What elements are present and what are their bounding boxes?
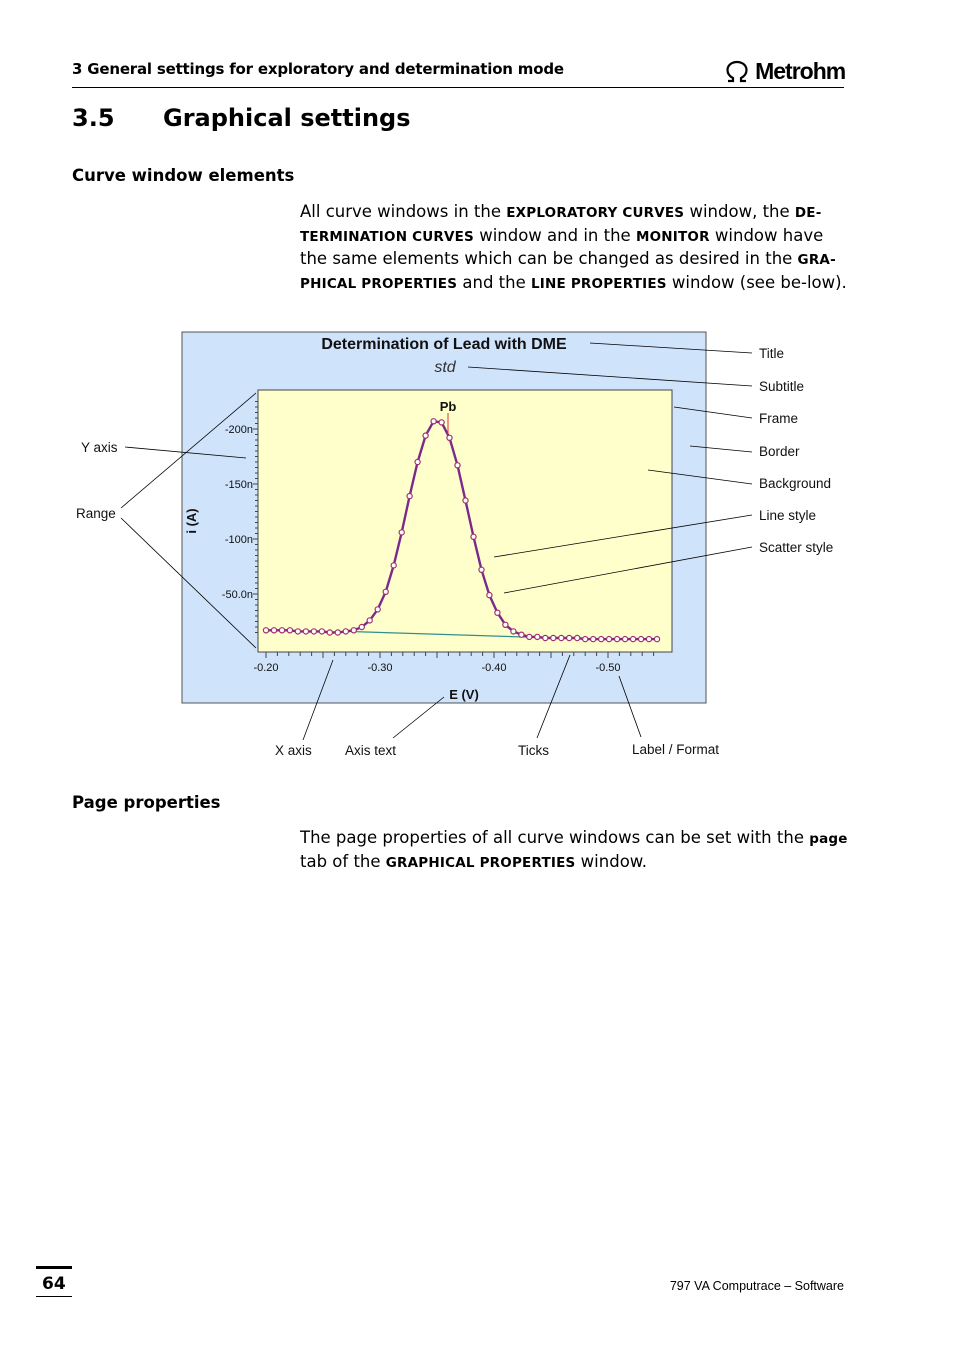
callout-line-style: Line style [759,508,817,523]
callout-background: Background [759,476,832,491]
scatter-point [351,628,356,633]
x-tick-label: -0.40 [481,662,507,674]
paragraph-page-properties [300,827,850,874]
scatter-point [423,433,428,438]
y-tick-label: -50.0n [221,589,253,601]
ui-term: LINE PROPERTIES [530,275,667,292]
x-tick-label: -0.20 [253,662,279,674]
para-text: The page properties of all curve windows can be set with the [300,828,810,847]
scatter-point [399,530,404,535]
scatter-point [599,637,604,642]
scatter-point [615,637,620,642]
scatter-point [335,630,340,635]
curve-window-figure [0,320,954,770]
scatter-point [463,498,468,503]
para-text: and the [457,272,531,292]
scatter-point [567,635,572,640]
scatter-point [439,420,444,425]
scatter-point [583,637,588,642]
callout-border: Border [759,444,800,459]
scatter-point [271,628,276,633]
chart-subtitle: std [434,359,456,376]
callout-scatter-style: Scatter style [759,540,834,555]
para-text: window, the [684,202,795,221]
footer-underline [36,1296,72,1297]
scatter-point [527,634,532,639]
para-text: window. [575,851,648,871]
header-rule [72,87,844,88]
callout-frame: Frame [759,411,799,426]
scatter-point [479,567,484,572]
paragraph-curve-window [300,201,850,295]
scatter-point [503,622,508,627]
ui-term: MONITOR [635,228,710,245]
callout-x-axis: X axis [275,743,312,758]
scatter-point [631,637,636,642]
y-tick-label: -150n [224,479,253,491]
scatter-point [415,459,420,464]
scatter-point [639,637,644,642]
scatter-point [263,628,268,633]
subsection-heading-page-properties: Page properties [72,793,221,812]
scatter-point [303,629,308,634]
section-title: Graphical settings [163,104,411,132]
scatter-point [607,637,612,642]
omega-icon [724,60,750,84]
callout-axis-text: Axis text [345,743,397,758]
peak-label: Pb [439,399,457,414]
scatter-point [383,589,388,594]
y-tick-label: -100n [224,534,253,546]
scatter-point [447,435,452,440]
callout-subtitle: Subtitle [759,379,805,394]
scatter-point [487,593,492,598]
ui-term: page [809,831,848,847]
scatter-point [311,629,316,634]
ui-term: GRAPHICAL PROPERTIES [385,854,576,871]
footer-doc-title: 797 VA Computrace – Software [669,1279,844,1293]
running-header: 3 General settings for exploratory and determination mode [72,60,564,78]
para-text: tab of the [300,851,386,871]
y-tick-label: -200n [224,424,253,436]
para-text: window have the same elements which can be changed as desired in the [300,225,824,268]
chart-title: Determination of Lead with DME [321,336,567,353]
scatter-point [391,563,396,568]
scatter-point [319,629,324,634]
y-axis-title: i (A) [184,508,199,534]
callout-range: Range [76,506,116,521]
para-text: window (see be-low). [666,272,847,292]
scatter-point [343,629,348,634]
scatter-point [367,618,372,623]
scatter-point [279,628,284,633]
page-number: 64 [42,1274,66,1294]
ui-term: EXPLORATORY CURVES [506,205,685,221]
scatter-point [295,629,300,634]
scatter-point [543,635,548,640]
scatter-point [623,637,628,642]
scatter-point [646,637,651,642]
callout-ticks: Ticks [518,743,549,758]
scatter-point [519,632,524,637]
ui-term: GRA-PHICAL PROPERTIES [300,252,836,292]
scatter-point [535,634,540,639]
scatter-point [455,463,460,468]
x-tick-label: -0.30 [367,662,393,674]
metrohm-logo [724,58,845,86]
section-number: 3.5 [72,104,115,132]
scatter-point [471,534,476,539]
scatter-point [495,610,500,615]
para-text: window and in the [473,225,636,245]
subsection-heading-curve-window: Curve window elements [72,166,295,185]
scatter-point [359,624,364,629]
scatter-point [559,635,564,640]
scatter-point [591,637,596,642]
scatter-point [551,635,556,640]
chart-frame [258,390,672,652]
callout-label-format: Label / Format [632,742,720,757]
scatter-point [327,630,332,635]
x-tick-label: -0.50 [595,662,621,674]
para-text: All curve windows in the [300,202,507,221]
scatter-point [431,419,436,424]
scatter-point [287,628,292,633]
scatter-point [575,635,580,640]
scatter-point [511,629,516,634]
scatter-point [654,637,659,642]
ui-term: DE-TERMINATION CURVES [300,205,822,245]
logo-wordmark: Metrohm [755,58,846,84]
scatter-point [375,607,380,612]
callout-title: Title [759,346,785,361]
x-axis-title: E (V) [449,687,479,702]
scatter-point [407,494,412,499]
footer-rule [36,1266,72,1269]
callout-y-axis: Y axis [81,440,118,455]
